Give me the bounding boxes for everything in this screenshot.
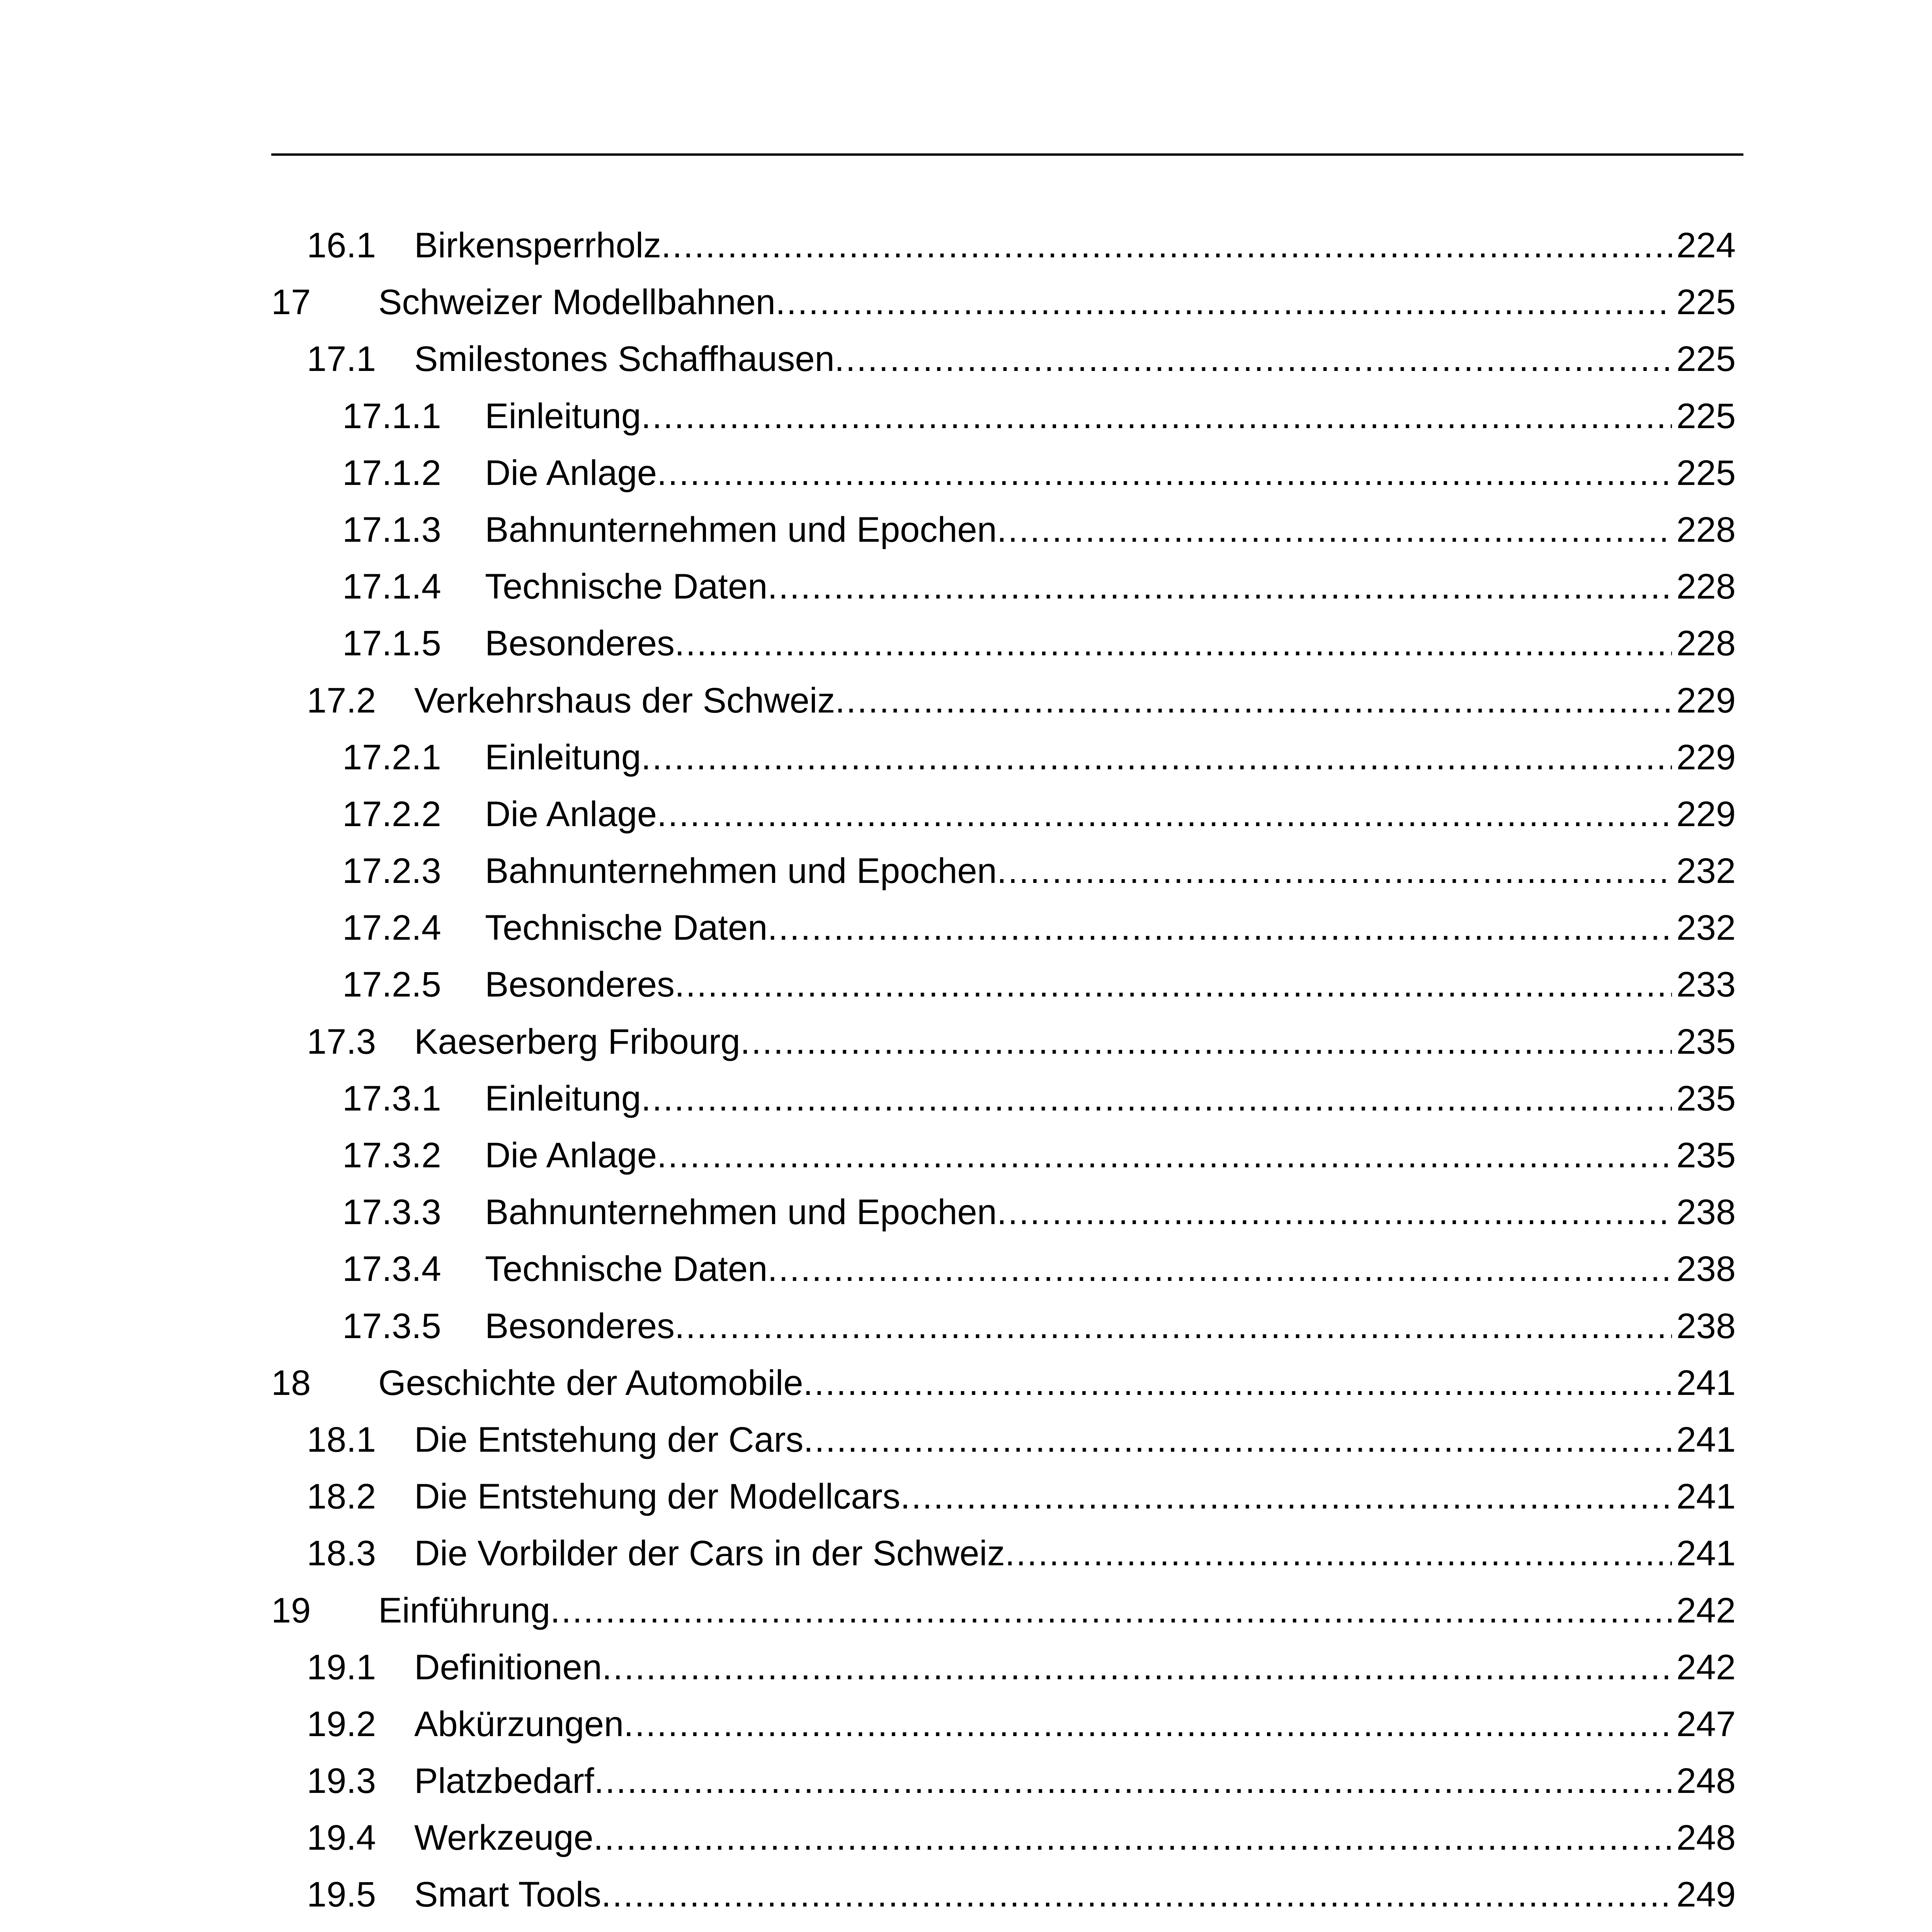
toc-entry-leader <box>485 1070 1736 1127</box>
toc-entry-number: 17 <box>271 282 311 322</box>
toc-entry[interactable] <box>271 331 1736 388</box>
toc-dot-leader <box>835 331 1672 388</box>
toc-dot-leader <box>776 274 1672 331</box>
toc-entry-page-number: 238 <box>1676 1249 1736 1289</box>
toc-dot-leader <box>767 1241 1672 1298</box>
toc-entry-title: Technische Daten <box>485 1249 768 1289</box>
toc-entry-page-number: 248 <box>1676 1761 1736 1801</box>
toc-dot-leader <box>602 1639 1672 1696</box>
toc-entry-title: Abkürzungen <box>414 1704 624 1744</box>
toc-entry-page-number: 225 <box>1676 396 1736 436</box>
toc-entry-title: Kaeserberg Fribourg <box>414 1022 740 1061</box>
toc-entry-page-number: 229 <box>1676 680 1736 720</box>
toc-entry-title: Smilestones Schaffhausen <box>414 339 835 379</box>
toc-entry[interactable] <box>271 1355 1736 1412</box>
toc-entry-page-number: 232 <box>1676 851 1736 891</box>
toc-entry[interactable] <box>271 1184 1736 1241</box>
toc-entry-leader <box>485 558 1736 615</box>
toc-entry-number: 17.3.4 <box>342 1249 441 1289</box>
toc-entry-page-number: 247 <box>1676 1704 1736 1744</box>
toc-entry-leader <box>414 1810 1736 1866</box>
toc-entry[interactable] <box>271 1525 1736 1582</box>
toc-entry-number: 17.2.4 <box>342 908 441 948</box>
toc-entry-title: Die Anlage <box>485 453 657 493</box>
toc-entry-number: 17.3.5 <box>342 1306 441 1346</box>
toc-dot-leader <box>835 672 1672 729</box>
toc-entry-page-number: 235 <box>1676 1022 1736 1061</box>
table-of-contents <box>271 217 1736 1932</box>
toc-entry-title: Platzbedarf <box>414 1761 594 1801</box>
toc-entry-number: 18.2 <box>307 1477 376 1517</box>
toc-entry-number: 19.5 <box>307 1875 376 1915</box>
toc-entry-page-number: 242 <box>1676 1590 1736 1630</box>
toc-dot-leader <box>594 1753 1672 1810</box>
toc-dot-leader <box>641 1070 1672 1127</box>
toc-dot-leader <box>740 1014 1672 1070</box>
toc-entry-number: 17.1 <box>307 339 376 379</box>
toc-entry-number: 17.1.5 <box>342 624 441 663</box>
toc-entry[interactable] <box>271 502 1736 558</box>
toc-entry[interactable] <box>271 615 1736 672</box>
toc-entry-page-number: 228 <box>1676 510 1736 549</box>
toc-entry-number: 17.2.1 <box>342 737 441 777</box>
toc-entry[interactable] <box>271 445 1736 502</box>
toc-entry-number: 19 <box>271 1590 311 1630</box>
toc-entry[interactable] <box>271 1753 1736 1810</box>
toc-entry[interactable] <box>271 1810 1736 1866</box>
toc-entry[interactable] <box>271 1127 1736 1184</box>
toc-entry-leader <box>485 956 1736 1013</box>
toc-entry-number: 17.2.5 <box>342 965 441 1005</box>
toc-entry-leader <box>485 502 1736 558</box>
toc-entry-leader <box>414 1866 1736 1923</box>
toc-dot-leader <box>657 786 1672 843</box>
toc-entry-title: Die Anlage <box>485 794 657 834</box>
toc-entry-page-number: 241 <box>1676 1420 1736 1459</box>
toc-entry-page-number: 233 <box>1676 965 1736 1005</box>
toc-entry-number: 17.3.3 <box>342 1192 441 1232</box>
toc-dot-leader <box>641 729 1672 786</box>
toc-dot-leader <box>624 1696 1672 1753</box>
toc-dot-leader <box>675 615 1672 672</box>
toc-entry-leader <box>414 1468 1736 1525</box>
toc-entry-leader <box>485 388 1736 445</box>
toc-dot-leader <box>1005 1525 1672 1582</box>
toc-entry-title <box>378 1923 564 1932</box>
toc-entry-page-number: 241 <box>1676 1534 1736 1573</box>
toc-entry[interactable] <box>271 1412 1736 1468</box>
toc-entry-page-number: 241 <box>1676 1363 1736 1403</box>
toc-entry-title: Einleitung <box>485 737 641 777</box>
toc-entry-leader <box>485 900 1736 956</box>
toc-entry-leader <box>378 1582 1736 1639</box>
toc-dot-leader <box>657 445 1672 502</box>
toc-entry[interactable] <box>271 1923 1736 1932</box>
toc-dot-leader <box>997 843 1672 900</box>
toc-entry-page-number: 225 <box>1676 453 1736 493</box>
toc-entry-leader <box>414 672 1736 729</box>
toc-entry-number <box>271 1923 311 1932</box>
toc-entry-page-number: 229 <box>1676 794 1736 834</box>
toc-entry-page-number: 229 <box>1676 737 1736 777</box>
header-rule <box>271 153 1743 156</box>
toc-entry-page-number: 249 <box>1676 1875 1736 1915</box>
toc-entry-leader <box>485 615 1736 672</box>
toc-dot-leader <box>997 502 1672 558</box>
toc-entry-page-number: 225 <box>1676 339 1736 379</box>
toc-entry-title: Besonderes <box>485 1306 675 1346</box>
toc-dot-leader <box>641 388 1672 445</box>
toc-entry[interactable] <box>271 900 1736 956</box>
toc-entry-title: Bahnunternehmen und Epochen <box>485 1192 997 1232</box>
toc-entry[interactable] <box>271 729 1736 786</box>
toc-entry-page-number: 238 <box>1676 1306 1736 1346</box>
toc-entry-number: 19.2 <box>307 1704 376 1744</box>
toc-entry[interactable] <box>271 1468 1736 1525</box>
toc-entry-page-number: 241 <box>1676 1477 1736 1517</box>
toc-entry-title: Werkzeuge <box>414 1818 594 1858</box>
toc-entry-number: 17.1.1 <box>342 396 441 436</box>
toc-entry-number: 19.3 <box>307 1761 376 1801</box>
toc-dot-leader <box>564 1923 1672 1932</box>
toc-entry-page-number: 248 <box>1676 1818 1736 1858</box>
toc-entry[interactable] <box>271 217 1736 274</box>
toc-dot-leader <box>657 1127 1672 1184</box>
toc-entry-number: 16.1 <box>307 226 376 265</box>
toc-entry[interactable] <box>271 1582 1736 1639</box>
toc-dot-leader <box>594 1810 1672 1866</box>
toc-entry[interactable] <box>271 1639 1736 1696</box>
toc-entry-title: Die Vorbilder der Cars in der Schweiz <box>414 1534 1005 1573</box>
toc-dot-leader <box>550 1582 1672 1639</box>
toc-dot-leader <box>675 1298 1672 1355</box>
toc-entry-leader <box>378 274 1736 331</box>
toc-entry-leader <box>414 1639 1736 1696</box>
toc-entry-page-number: 242 <box>1676 1647 1736 1687</box>
toc-entry-leader <box>485 445 1736 502</box>
toc-entry-leader <box>414 1753 1736 1810</box>
toc-entry-page-number: 224 <box>1676 226 1736 265</box>
toc-entry[interactable] <box>271 388 1736 445</box>
toc-entry-number: 17.1.4 <box>342 567 441 607</box>
toc-entry-leader <box>485 843 1736 900</box>
toc-entry-leader <box>485 1127 1736 1184</box>
toc-entry-page-number: 228 <box>1676 624 1736 663</box>
toc-entry-leader <box>414 1525 1736 1582</box>
toc-entry-number: 19.1 <box>307 1647 376 1687</box>
toc-entry[interactable] <box>271 956 1736 1013</box>
toc-entry-page-number: 228 <box>1676 567 1736 607</box>
toc-dot-leader <box>803 1355 1672 1412</box>
toc-entry-leader <box>485 729 1736 786</box>
toc-dot-leader <box>767 558 1672 615</box>
toc-entry-title: Birkensperrholz <box>414 226 662 265</box>
toc-entry-title: Definitionen <box>414 1647 602 1687</box>
toc-entry-number: 17.1.2 <box>342 453 441 493</box>
toc-entry[interactable] <box>271 1298 1736 1355</box>
toc-entry[interactable] <box>271 672 1736 729</box>
toc-entry[interactable] <box>271 786 1736 843</box>
toc-entry-title: Bahnunternehmen und Epochen <box>485 851 997 891</box>
toc-entry-title: Technische Daten <box>485 908 768 948</box>
toc-entry-title: Die Entstehung der Modellcars <box>414 1477 900 1517</box>
toc-entry-number: 17.2 <box>307 680 376 720</box>
toc-entry[interactable] <box>271 1070 1736 1127</box>
toc-entry-title: Einleitung <box>485 1078 641 1118</box>
toc-entry-page-number: 238 <box>1676 1192 1736 1232</box>
toc-entry-leader <box>485 1241 1736 1298</box>
toc-entry-title: Einleitung <box>485 396 641 436</box>
toc-entry-leader <box>414 331 1736 388</box>
toc-entry-leader <box>485 1184 1736 1241</box>
toc-entry[interactable] <box>271 1014 1736 1070</box>
toc-entry-title: Technische Daten <box>485 567 768 607</box>
toc-entry-title: Die Entstehung der Cars <box>414 1420 804 1459</box>
toc-dot-leader <box>601 1866 1672 1923</box>
toc-entry-title: Schweizer Modellbahnen <box>378 282 776 322</box>
toc-entry-page-number: 225 <box>1676 282 1736 322</box>
toc-entry-number: 19.4 <box>307 1818 376 1858</box>
toc-entry-page-number: 235 <box>1676 1136 1736 1175</box>
toc-entry-number: 18.3 <box>307 1534 376 1573</box>
toc-entry-number: 17.3.1 <box>342 1078 441 1118</box>
toc-dot-leader <box>661 217 1672 274</box>
toc-entry[interactable] <box>271 1696 1736 1753</box>
toc-entry-leader <box>378 1355 1736 1412</box>
toc-entry-leader <box>414 1696 1736 1753</box>
toc-dot-leader <box>767 900 1672 956</box>
toc-entry-page-number <box>1672 1923 1736 1932</box>
toc-entry-leader <box>414 217 1736 274</box>
toc-entry-title: Einführung <box>378 1590 550 1630</box>
toc-entry-leader <box>414 1014 1736 1070</box>
toc-entry[interactable] <box>271 1241 1736 1298</box>
toc-entry-leader <box>485 1298 1736 1355</box>
toc-entry-title: Smart Tools <box>414 1875 602 1915</box>
toc-entry-title: Die Anlage <box>485 1136 657 1175</box>
toc-entry-number: 17.3 <box>307 1022 376 1061</box>
toc-entry-title: Bahnunternehmen und Epochen <box>485 510 997 549</box>
toc-entry-number: 17.1.3 <box>342 510 441 549</box>
toc-entry[interactable] <box>271 274 1736 331</box>
toc-entry-number: 17.2.3 <box>342 851 441 891</box>
toc-dot-leader <box>803 1412 1672 1468</box>
toc-entry-leader <box>485 786 1736 843</box>
toc-entry-title: Geschichte der Automobile <box>378 1363 803 1403</box>
toc-entry-number: 17.3.2 <box>342 1136 441 1175</box>
toc-entry-page-number: 232 <box>1676 908 1736 948</box>
toc-entry-number: 17.2.2 <box>342 794 441 834</box>
toc-entry[interactable] <box>271 558 1736 615</box>
toc-dot-leader <box>900 1468 1672 1525</box>
toc-entry-number: 18 <box>271 1363 311 1403</box>
toc-dot-leader <box>997 1184 1672 1241</box>
toc-entry-page-number: 235 <box>1676 1078 1736 1118</box>
toc-entry-number: 18.1 <box>307 1420 376 1459</box>
toc-entry-title: Besonderes <box>485 624 675 663</box>
toc-entry-title: Verkehrshaus der Schweiz <box>414 680 835 720</box>
toc-entry[interactable] <box>271 1866 1736 1923</box>
toc-entry[interactable] <box>271 843 1736 900</box>
toc-entry-leader <box>414 1412 1736 1468</box>
toc-entry-leader <box>378 1923 1736 1932</box>
toc-entry-title: Besonderes <box>485 965 675 1005</box>
toc-dot-leader <box>675 956 1672 1013</box>
